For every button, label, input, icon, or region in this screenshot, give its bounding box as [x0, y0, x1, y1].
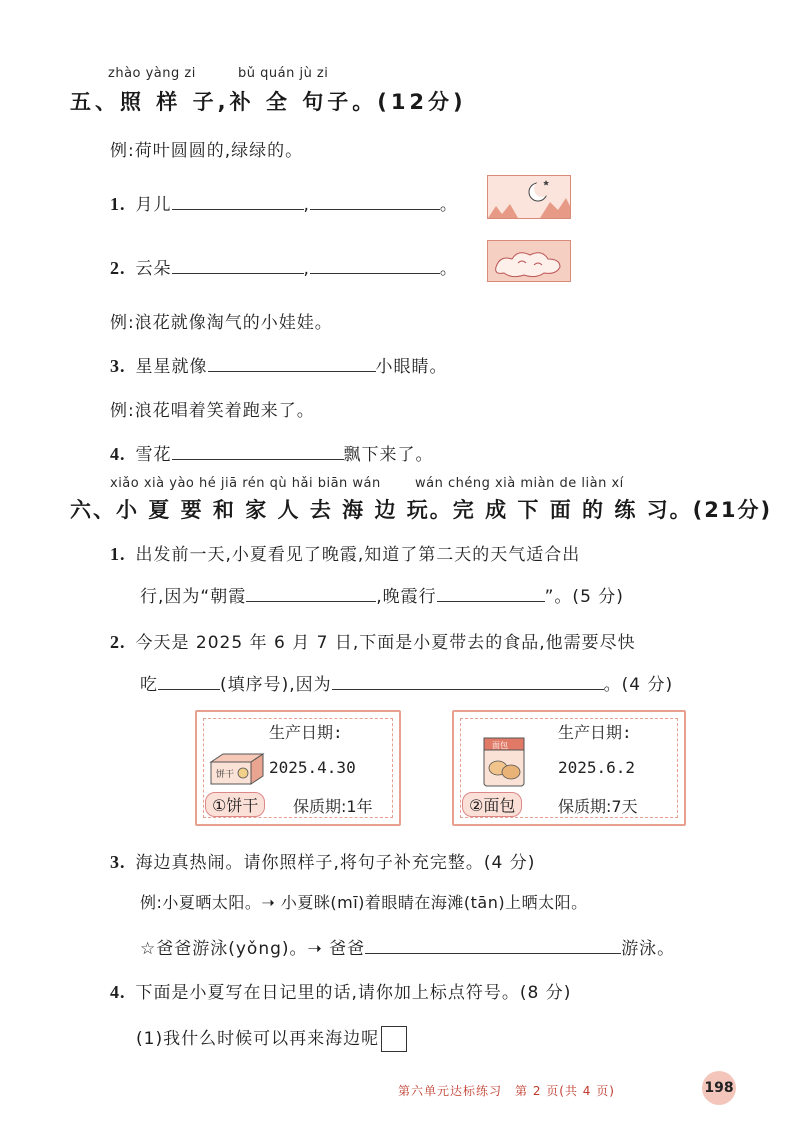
s6-q2-number: 2.: [110, 632, 126, 652]
q2-period: 。: [439, 259, 458, 279]
s6-q3-text1: 海边真热闹。请你照样子,将句子补充完整。(4 分): [135, 853, 536, 873]
section5-q2: [110, 254, 458, 279]
bread-bag-icon: [480, 734, 528, 790]
section6-pinyin-a: xiǎo xià yào hé jiā rén qù hǎi biān wán: [110, 476, 381, 491]
section5-q4: [110, 440, 434, 465]
s6-q4-text1: 下面是小夏写在日记里的话,请你加上标点符号。(8 分): [135, 983, 572, 1003]
s6-q1-blank-2[interactable]: [437, 583, 545, 602]
s6-q2-text2b: (填序号),因为: [220, 675, 332, 695]
biscuit-date: 2025.4.30: [269, 758, 356, 777]
q1-prefix: 月儿: [135, 195, 172, 215]
section6-q4-line1: [110, 978, 571, 1003]
s6-q2-text2c: 。(4 分): [603, 675, 674, 695]
biscuit-name: ①饼干: [205, 792, 265, 817]
q2-comma: ,: [303, 259, 310, 279]
bread-pack-label: 面包: [492, 741, 508, 750]
bread-shelf-life: 保质期:7天: [558, 797, 638, 816]
biscuit-pack-label: 饼干: [216, 770, 235, 780]
section5-q3: [110, 352, 448, 377]
s6-q4-sub-text: (1)我什么时候可以再来海边呢: [136, 1029, 380, 1049]
s6-q3-number: 3.: [110, 852, 126, 872]
q2-blank-2[interactable]: [310, 255, 440, 274]
section6-q1-line1: [110, 540, 580, 565]
food-card-biscuit: [195, 710, 401, 826]
footer-text: 第六单元达标练习 第 2 页(共 4 页): [398, 1084, 615, 1098]
s6-q1-blank-1[interactable]: [246, 583, 376, 602]
q2-blank-1[interactable]: [172, 255, 304, 274]
biscuit-box-icon: [209, 752, 265, 786]
q1-comma: ,: [303, 195, 310, 215]
page-number: 198: [702, 1071, 736, 1105]
s6-q2-blank-2[interactable]: [332, 671, 604, 690]
q1-number: 1.: [110, 194, 126, 214]
q3-number: 3.: [110, 356, 126, 376]
biscuit-shelf-life: 保质期:1年: [293, 797, 373, 816]
q1-period: 。: [439, 195, 458, 215]
section6-title: 六、小 夏 要 和 家 人 去 海 边 玩。完 成 下 面 的 练 习。(21分): [70, 498, 773, 522]
section6-q1-line2: [140, 582, 624, 607]
section5-example3: 例:浪花唱着笑着跑来了。: [110, 401, 315, 421]
q3-suffix: 小眼睛。: [375, 357, 448, 377]
q4-prefix: 雪花: [135, 445, 172, 465]
food-card-bread: [452, 710, 686, 826]
s6-q3-task-b: 游泳。: [621, 939, 676, 959]
s6-q1-text1: 出发前一天,小夏看见了晚霞,知道了第二天的天气适合出: [135, 545, 581, 565]
q1-blank-2[interactable]: [310, 191, 440, 210]
s6-q1-text2b: ,晚霞行: [376, 587, 437, 607]
moon-night-image: [487, 175, 571, 219]
q3-blank[interactable]: [208, 353, 376, 372]
s6-q1-number: 1.: [110, 544, 126, 564]
s6-q1-text2c: ”。(5 分): [544, 587, 624, 607]
cloud-image: [487, 240, 571, 282]
q4-number: 4.: [110, 444, 126, 464]
section5-example2: 例:浪花就像淘气的小娃娃。: [110, 313, 333, 333]
section5-pinyin-b: bǔ quán jù zi: [238, 66, 329, 81]
punctuation-answer-box[interactable]: [381, 1026, 407, 1052]
s6-q4-number: 4.: [110, 982, 126, 1002]
section5-title: 五、照 样 子,补 全 句子。(12分): [70, 90, 467, 114]
s6-q2-text2a: 吃: [140, 675, 158, 695]
section5-q1: [110, 190, 458, 215]
s6-q2-blank-1[interactable]: [158, 671, 220, 690]
section5-example1: 例:荷叶圆圆的,绿绿的。: [110, 141, 304, 161]
section6-q3-example: 例:小夏晒太阳。➝ 小夏眯(mī)着眼睛在海滩(tān)上晒太阳。: [140, 893, 588, 912]
biscuit-date-label: 生产日期:: [269, 723, 343, 742]
section6-q4-sub: [136, 1024, 407, 1052]
q2-prefix: 云朵: [135, 259, 172, 279]
section6-q3-line1: [110, 848, 535, 873]
s6-q3-task-a: ☆爸爸游泳(yǒng)。➝ 爸爸: [140, 939, 366, 959]
s6-q2-text1: 今天是 2025 年 6 月 7 日,下面是小夏带去的食品,他需要尽快: [135, 633, 636, 653]
section5-pinyin-a: zhào yàng zi: [108, 66, 196, 81]
q4-suffix: 飘下来了。: [343, 445, 434, 465]
section6-q3-task: [140, 934, 675, 959]
section6-q2-line1: [110, 628, 636, 653]
q2-number: 2.: [110, 258, 126, 278]
q3-prefix: 星星就像: [135, 357, 208, 377]
q1-blank-1[interactable]: [172, 191, 304, 210]
section6-pinyin-b: wán chéng xià miàn de liàn xí: [415, 476, 624, 491]
s6-q3-blank[interactable]: [365, 935, 621, 954]
section6-q2-line2: [140, 670, 673, 695]
bread-name: ②面包: [462, 792, 522, 817]
bread-date-label: 生产日期:: [558, 723, 632, 742]
bread-date: 2025.6.2: [558, 758, 636, 777]
q4-blank[interactable]: [172, 441, 344, 460]
s6-q1-text2a: 行,因为“朝霞: [140, 587, 247, 607]
